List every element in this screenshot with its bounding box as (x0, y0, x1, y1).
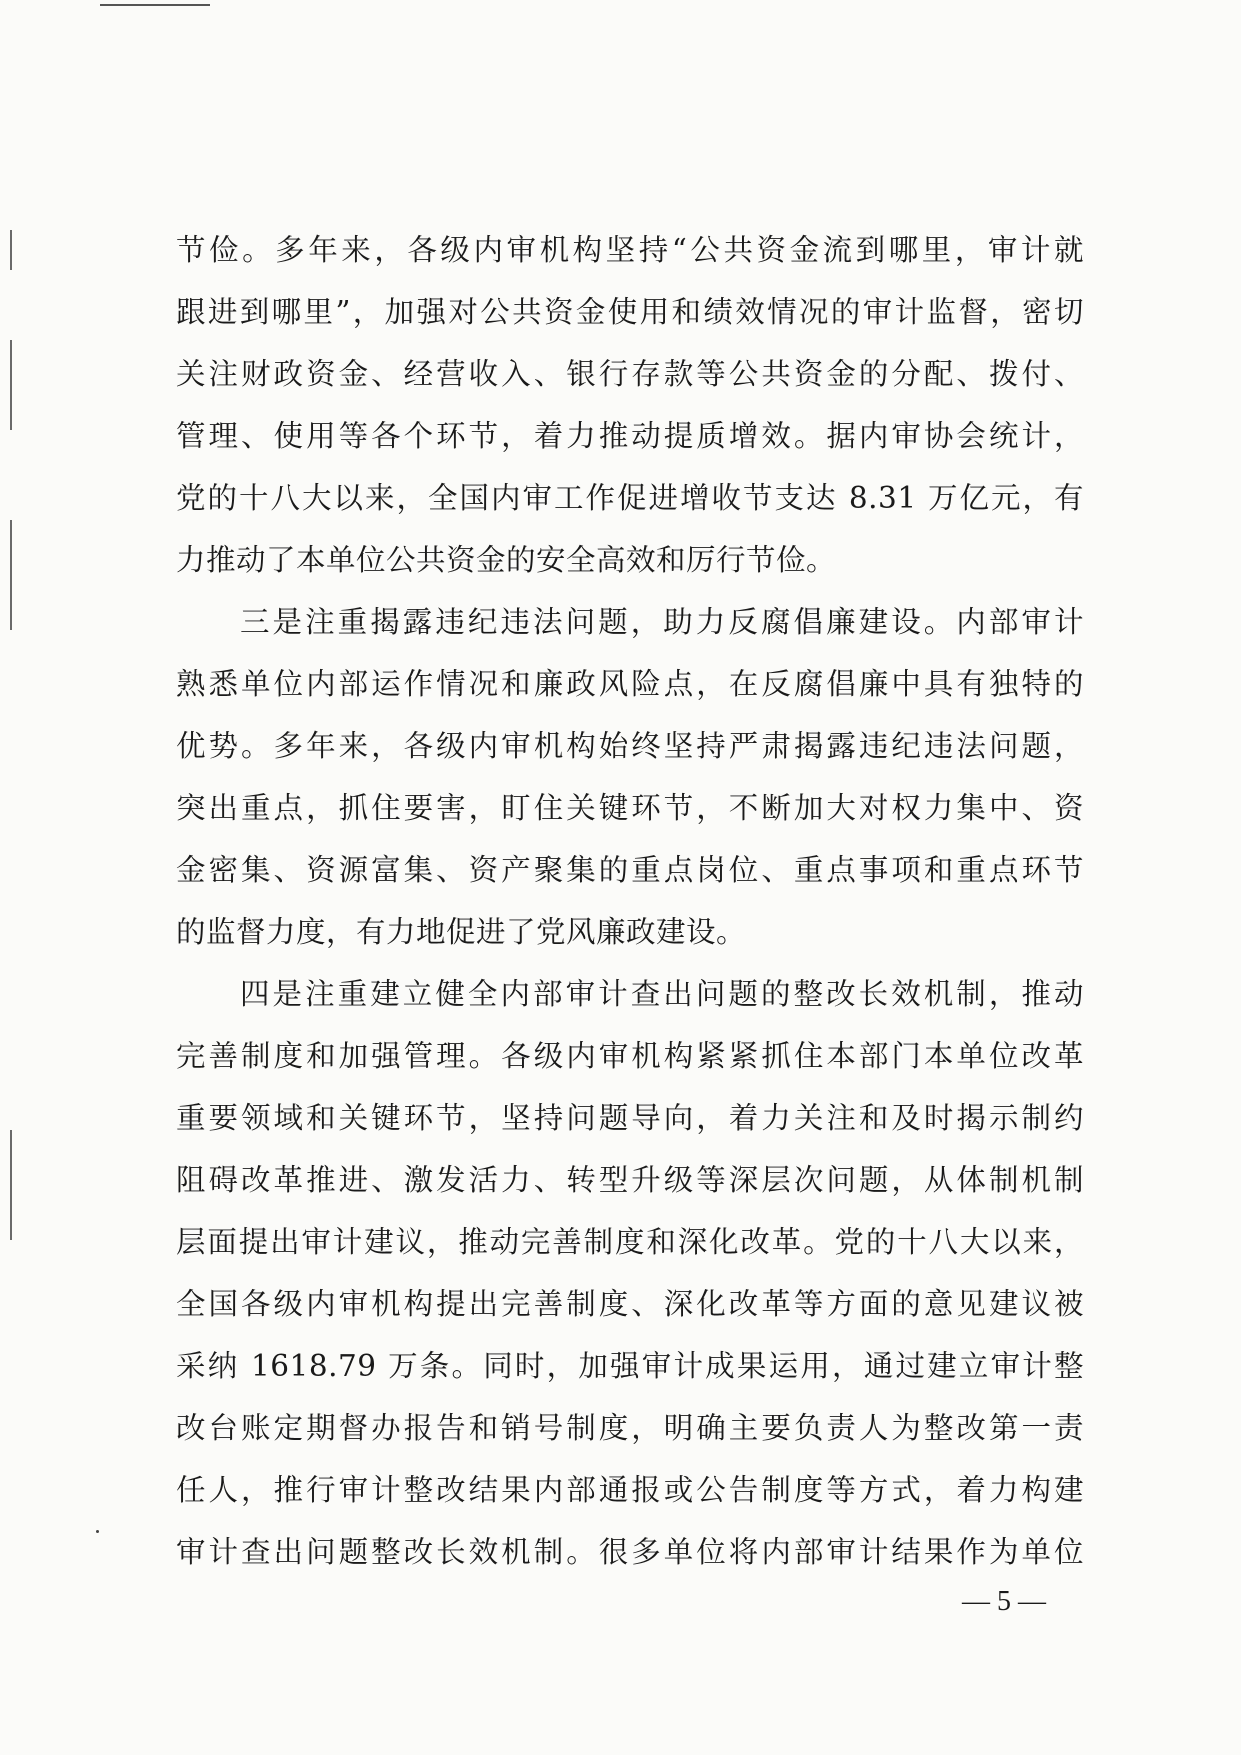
text-line: 优势。多年来，各级内审机构始终坚持严肃揭露违纪违法问题， (176, 729, 1084, 763)
text-line: 采纳 1618.79 万条。同时，加强审计成果运用，通过建立审计整 (176, 1349, 1084, 1383)
text-line: 三是注重揭露违纪违法问题，助力反腐倡廉建设。内部审计 (240, 605, 1084, 639)
text-line: 重要领域和关键环节，坚持问题导向，着力关注和及时揭示制约 (176, 1101, 1084, 1135)
binding-mark (10, 520, 12, 630)
text-line: 管理、使用等各个环节，着力推动提质增效。据内审协会统计， (176, 419, 1084, 453)
text-line: 层面提出审计建议，推动完善制度和深化改革。党的十八大以来， (176, 1225, 1084, 1259)
text-line: 四是注重建立健全内部审计查出问题的整改长效机制，推动 (240, 977, 1084, 1011)
text-line: 的监督力度，有力地促进了党风廉政建设。 (176, 915, 747, 949)
text-line: 党的十八大以来，全国内审工作促进增收节支达 8.31 万亿元，有 (176, 481, 1084, 515)
text-line: 改台账定期督办报告和销号制度，明确主要负责人为整改第一责 (176, 1411, 1084, 1445)
page-number: — 5 — (962, 1586, 1046, 1617)
text-line: 熟悉单位内部运作情况和廉政风险点，在反腐倡廉中具有独特的 (176, 667, 1084, 701)
text-line: 审计查出问题整改长效机制。很多单位将内部审计结果作为单位 (176, 1535, 1084, 1569)
text-line: 关注财政资金、经营收入、银行存款等公共资金的分配、拨付、 (176, 357, 1084, 391)
binding-mark (10, 230, 12, 270)
text-line: 跟进到哪里”，加强对公共资金使用和绩效情况的审计监督，密切 (176, 295, 1084, 329)
binding-mark (10, 340, 12, 430)
binding-mark (10, 1130, 12, 1240)
text-line: 金密集、资源富集、资产聚集的重点岗位、重点事项和重点环节 (176, 853, 1084, 887)
text-line: 任人，推行审计整改结果内部通报或公告制度等方式，着力构建 (176, 1473, 1084, 1507)
text-line: 力推动了本单位公共资金的安全高效和厉行节俭。 (176, 543, 837, 577)
text-line: 突出重点，抓住要害，盯住关键环节，不断加大对权力集中、资 (176, 791, 1084, 825)
text-line: 节俭。多年来，各级内审机构坚持“公共资金流到哪里，审计就 (176, 233, 1084, 267)
text-line: 完善制度和加强管理。各级内审机构紧紧抓住本部门本单位改革 (176, 1039, 1084, 1073)
top-edge-rule (100, 4, 210, 6)
scan-speck (96, 1530, 99, 1533)
text-line: 阻碍改革推进、激发活力、转型升级等深层次问题，从体制机制 (176, 1163, 1084, 1197)
text-line: 全国各级内审机构提出完善制度、深化改革等方面的意见建议被 (176, 1287, 1084, 1321)
